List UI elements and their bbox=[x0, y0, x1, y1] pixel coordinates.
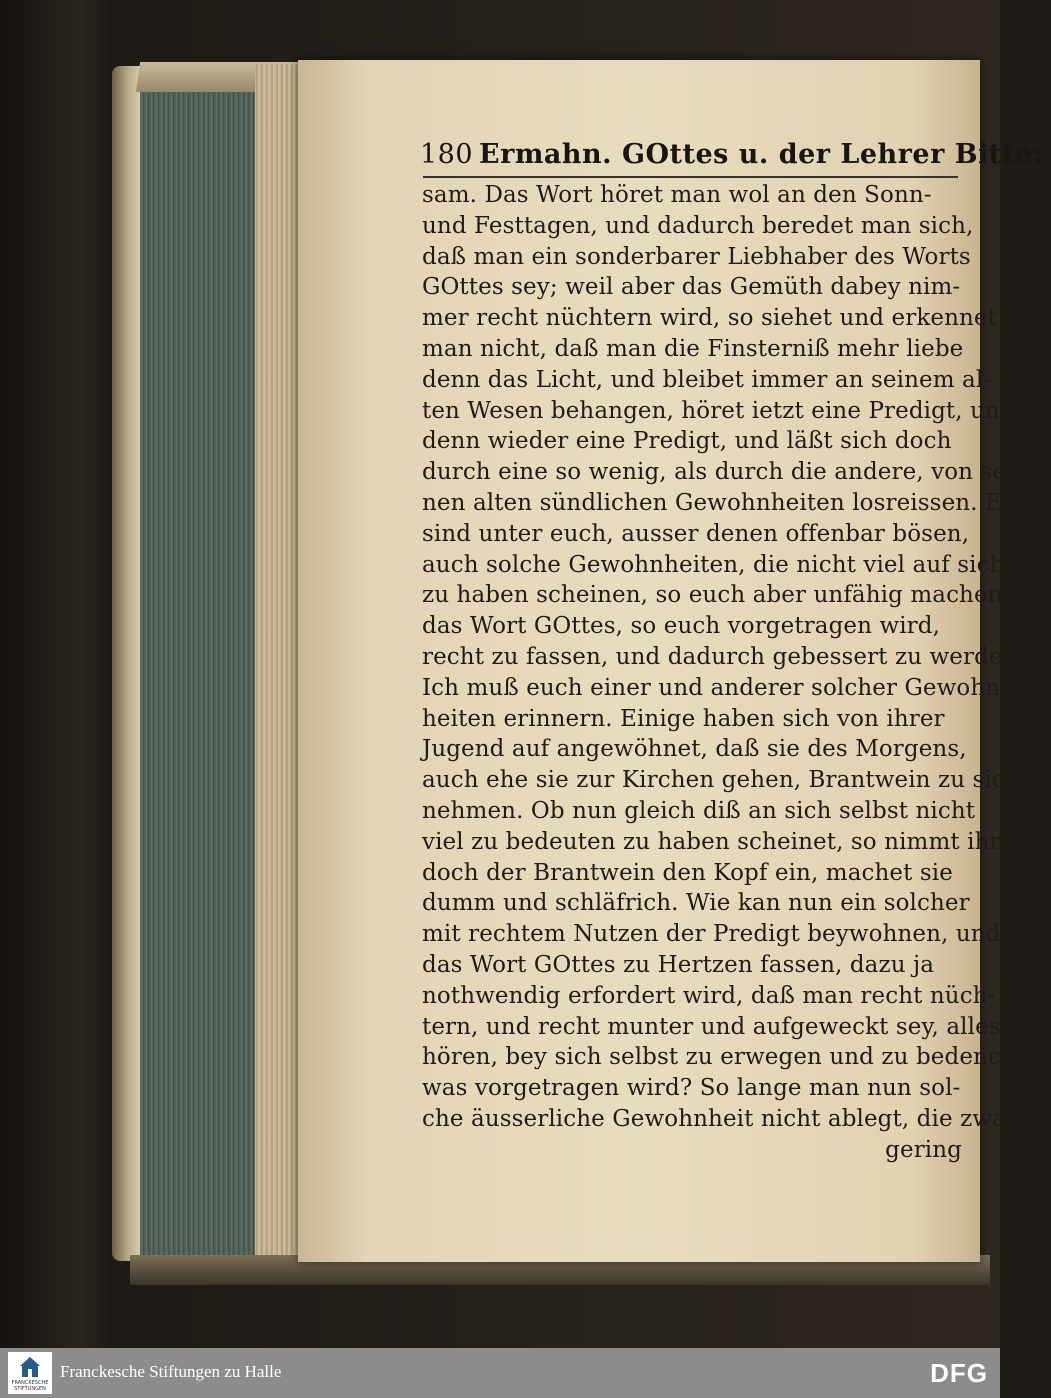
text-line: recht zu fassen, und dadurch gebessert zu werden. bbox=[422, 643, 1025, 670]
text-line: daß man ein sonderbarer Liebhaber des Worts bbox=[422, 243, 971, 270]
text-line: mit rechtem Nutzen der Predigt beywohnen, und bbox=[422, 921, 1001, 948]
text-line: hören, bey sich selbst zu erwegen und zu bedencken, bbox=[422, 1044, 1051, 1071]
body-text bbox=[422, 180, 1051, 1166]
building-icon bbox=[20, 1356, 40, 1378]
text-line: Ich muß euch einer und anderer solcher Gewohn- bbox=[422, 674, 1009, 701]
text-line: und Festtagen, und dadurch beredet man sich, bbox=[422, 212, 974, 239]
text-line: GOttes sey; weil aber das Gemüth dabey nim- bbox=[422, 274, 961, 301]
text-line: heiten erinnern. Einige haben sich von ihrer bbox=[422, 705, 945, 732]
institution-name: Franckesche Stiftungen zu Halle bbox=[60, 1362, 282, 1381]
institution-logo bbox=[8, 1352, 52, 1394]
text-line: auch solche Gewohnheiten, die nicht viel auf sich bbox=[422, 551, 1005, 578]
text-line: durch eine so wenig, als durch die andere, von sei- bbox=[422, 459, 1022, 486]
logo-caption: FRANCKESCHE STIFTUNGEN bbox=[11, 1380, 49, 1392]
text-line: nothwendig erfordert wird, daß man recht nüch- bbox=[422, 982, 996, 1009]
footer-bar bbox=[0, 1348, 1000, 1398]
text-line: man nicht, daß man die Finsterniß mehr liebe bbox=[422, 335, 964, 362]
header-rule bbox=[423, 176, 958, 178]
text-line: ten Wesen behangen, höret ietzt eine Predigt, und bbox=[422, 397, 1015, 424]
text-line: zu haben scheinen, so euch aber unfähig machen, bbox=[422, 582, 1010, 609]
text-line: nehmen. Ob nun gleich diß an sich selbst nicht bbox=[422, 797, 976, 824]
text-line: mer recht nüchtern wird, so siehet und erkennet bbox=[422, 305, 997, 332]
text-line: tern, und recht munter und aufgeweckt sey, alles zu bbox=[422, 1013, 1036, 1040]
page-number: 180 bbox=[420, 139, 474, 170]
book-page bbox=[298, 60, 1051, 1262]
text-line: was vorgetragen wird? So lange man nun sol- bbox=[422, 1075, 961, 1102]
text-line: che äusserliche Gewohnheit nicht ablegt, die zwar bbox=[422, 1105, 1017, 1132]
running-head bbox=[420, 130, 1043, 170]
text-line: viel zu bedeuten zu haben scheinet, so nimmt ihnen bbox=[422, 828, 1034, 855]
dfg-logo: DFG bbox=[930, 1358, 988, 1388]
running-head-title: Ermahn. GOttes u. der Lehrer Bitte: bbox=[479, 139, 1043, 170]
text-line: sam. Das Wort höret man wol an den Sonn- bbox=[422, 182, 932, 208]
text-line: das Wort GOttes, so euch vorgetragen wird, bbox=[422, 613, 941, 640]
text-line: denn wieder eine Predigt, und läßt sich doch bbox=[422, 428, 952, 455]
text-line: auch ehe sie zur Kirchen gehen, Brantwein zu sich bbox=[422, 767, 1020, 794]
catchword: gering bbox=[885, 1136, 962, 1163]
text-line: denn das Licht, und bleibet immer an seinem al- bbox=[422, 366, 992, 393]
text-line: Jugend auf angewöhnet, daß sie des Morgens, bbox=[422, 736, 967, 763]
text-line: das Wort GOttes zu Hertzen fassen, dazu ja bbox=[422, 951, 935, 978]
text-line: doch der Brantwein den Kopf ein, machet sie bbox=[422, 859, 953, 886]
text-line: nen alten sündlichen Gewohnheiten losreissen. Es bbox=[422, 489, 1014, 516]
text-line: dumm und schläfrich. Wie kan nun ein solcher bbox=[422, 890, 970, 917]
text-line: sind unter euch, ausser denen offenbar bösen, bbox=[422, 520, 970, 547]
